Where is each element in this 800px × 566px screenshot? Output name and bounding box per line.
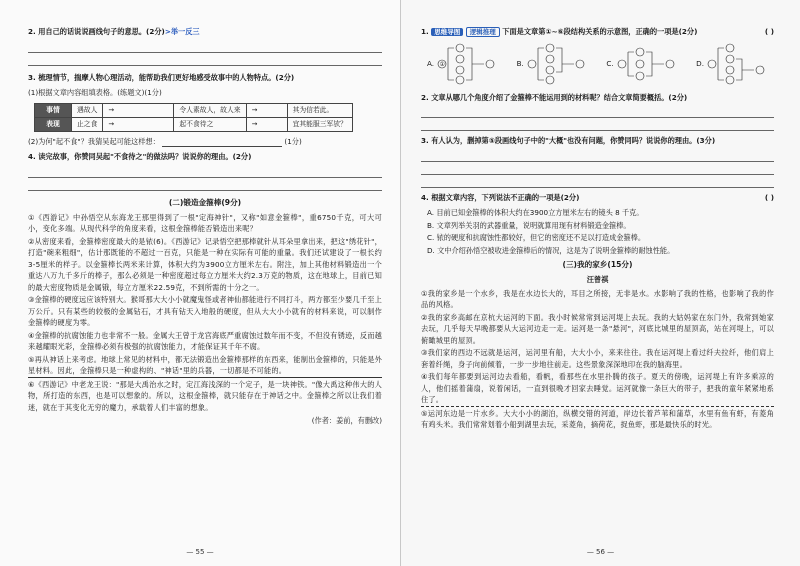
paragraph-2: ②我的家乡高邮在京杭大运河的下面。我小时候常常到运河堤上去玩。我的大姑妈家在东门外，我常到她家去玩，几乎每天早晚都要从大运河边走一走。运河是一条"悬河"，河底比城里的屋顶高，站在河堤上，可以俯瞰城里的屋顶。: [421, 312, 774, 345]
table-header-cell: 表现: [35, 117, 72, 131]
paragraph-2: ②从密度来看，金箍棒密度最大的是铱(6)。《西游记》记录悟空把那棒就针从耳朵里拿出来，把这"绣花针"，打造"碗来粗细"，估计那既能的不超过一百克，只能是一种在实际有可能的重量。我们还试建设了一根长约3-5厘米的样子。以金箍棒长两米来计算，体积大约为3900立方厘米左右。附注，加上其他材料锻造出一个重达八万九千多斤的棒子，那么必须是一种密度超过每立方厘米大约2.3万克的物质，这在地球上，目前已知的最大密度物质是金属锇，每立方厘米22.59克，不到所需的十分之一。: [28, 236, 382, 292]
table-blank-cell[interactable]: →: [246, 117, 287, 131]
question-1: 1. 思维导图 逻辑推理 下面是文章第①~⑥段结构关系的示意图，正确的一项是(2分) ( ): [421, 27, 774, 36]
option-c[interactable]: C. 铱的硬度和抗腐蚀性都较好，但它的密度还不足以打造成金箍棒。: [427, 233, 646, 243]
table-header-cell: 事情: [35, 103, 72, 117]
paragraph-1: ①《西游记》中孙悟空从东海龙王那里得到了一根"定海神针"，又称"如意金箍棒"，重6750千克，可大可小，变化多端。从现代科学的角度来看，这根金箍棒能否锻造出来呢？: [28, 212, 382, 234]
plot-table: [34, 103, 353, 132]
paragraph-5: ⑤运河东边是一片水乡。大大小小的湖泊，纵横交错的河道，岸边长着芦苇和蒲草，水里有鱼有虾，有菱角有鸡头米。我们常常划着小船到湖里去玩，采菱角，摘荷花，捉鱼虾，那是最快乐的时光。: [421, 408, 774, 430]
svg-text:①: ①: [439, 60, 445, 68]
answer-line[interactable]: [28, 42, 382, 53]
option-a[interactable]: A. 目前已知金箍棒的体积大约在3900立方厘米左右的镜头 8 千克。: [427, 208, 644, 218]
table-blank-cell[interactable]: →: [103, 117, 174, 131]
answer-line[interactable]: [421, 164, 774, 175]
question-2: 2. 用自己的话说说画线句子的意思。(2分)>举一反三: [28, 27, 200, 36]
answer-line[interactable]: [421, 120, 774, 131]
source-note: (作者：姜前，有删改): [311, 416, 382, 426]
question-2-right: 2. 文章从哪几个角度介绍了金箍棒不能运用到的材料呢？结合文章简要概括。(2分): [421, 92, 688, 102]
table-blank-cell[interactable]: →: [246, 103, 287, 117]
table-row: [35, 103, 353, 117]
question-3-2: (2)为何"起不食"？我猜吴起可能这样想： (1分): [28, 136, 302, 146]
diagram-option-d[interactable]: D.: [696, 42, 774, 86]
diagram-b-graphic: [524, 42, 594, 86]
section-title: (二)锻造金箍棒(9分): [168, 197, 242, 207]
table-cell: 起不食待之: [174, 117, 246, 131]
question-3: 3. 梳理情节，揣摩人物心理活动，能帮助我们更好地感受故事中的人物特点。(2分): [28, 72, 295, 82]
question-4: 4. 读完故事，你赞同吴起"不食待之"的做法吗？说说你的理由。(2分): [28, 152, 252, 162]
question-3-1: (1)根据文章内容组填表格。(练题文)(1分): [28, 88, 162, 98]
table-row: [35, 117, 353, 131]
paragraph-3: ③金箍棒的硬度远应该特别大。猴哥那大大小小就魔鬼怪或者神仙都能进行不同打斗，两方都至少要几千至上万公斤。只有某些的较极的金属钻石，才具有钻天入地般的硬度，但从大大小小就有的材料来说，可以制作金箍棒的硬度为零。: [28, 295, 382, 328]
paragraph-6: ⑥《西游记》中老龙王说："那是大禹治水之时，定江海浅深的一个定子，是一块神铁。"像大禹这种伟大的人物，所打造的东西，也是可以想象的。所以，这根金箍棒，就只能存在于神话之中。金箍棒之所以让我们着迷，就在于其变化无穷的魔力，承载着人们丰富的想象。: [28, 379, 382, 412]
answer-blank[interactable]: [162, 146, 282, 147]
diagram-option-c[interactable]: C.: [606, 42, 683, 86]
question-4-right: 4. 根据文章内容，下列说法不正确的一项是(2分) ( ): [421, 192, 774, 202]
paragraph-4: ④金箍棒的抗腐蚀能力也非常不一般。金属大王曾于龙宫海底严重腐蚀过数年而不变，不但没有锈迹，反而越来越耀眼光彩，金箍棒必须有极强的抗腐蚀能力，才能保证其千年不腐。: [28, 330, 382, 352]
link-extend[interactable]: >举一反三: [164, 27, 200, 36]
paragraph-1: ①我的家乡是一个水乡，我是在水边长大的，耳目之所接，无非是水。水影响了我的性格，也影响了我的作品的风格。: [421, 288, 774, 310]
answer-line[interactable]: [421, 177, 774, 188]
table-cell: 遇故人: [72, 103, 103, 117]
diagram-a-graphic: [434, 42, 504, 86]
answer-line[interactable]: [28, 55, 382, 66]
diagram-option-a[interactable]: A. ①: [427, 42, 504, 86]
option-b[interactable]: B. 文章列举关羽的武器重量，说明就算用现有材料锻造金箍棒。: [427, 220, 631, 230]
tag-logic: 逻辑推理: [466, 27, 500, 37]
paragraph-3: ③我们家的西边不远就是运河，运河里有船，大大小小，来来往往。我在运河堤上看过纤夫拉纤，他们肩上套着纤绳，身子向前倾着，一步一步地往前走。这些景象深深地印在我的脑海里。: [421, 348, 774, 369]
page-number-right: — 56 —: [586, 547, 615, 556]
answer-line[interactable]: [28, 167, 382, 178]
table-cell: 其为信若此。: [287, 103, 352, 117]
diagram-option-b[interactable]: B.: [517, 42, 594, 86]
table-cell: 令人素故人，故人来: [174, 103, 246, 117]
table-blank-cell[interactable]: →: [103, 103, 174, 117]
paragraph-4: ④我们每年都要到运河边去看船，看帆，看那些在水里扑腾的孩子。夏天的傍晚，运河堤上有许多乘凉的人，他们摇着蒲扇，说着闲话，一直到很晚才回家去睡觉。运河就像一条巨大的带子，把我的童年紧紧地系住了。: [421, 371, 774, 407]
section-title: (三)我的家乡(15分): [562, 260, 633, 270]
option-d[interactable]: D. 文中介绍孙悟空被收进金箍棒后的情况，这是为了说明金箍棒的耐蚀性能。: [427, 245, 675, 255]
author: 汪曾祺: [586, 275, 609, 285]
diagram-d-graphic: [704, 42, 774, 86]
question-3-right: 3. 有人认为，删掉第⑤段画线句子中的"大概"也没有问题，你赞同吗？说说你的理由。(3分): [421, 136, 716, 146]
paragraph-5: ⑤再从神话上来考虑。地球上常见的材料中，都无法锻造出金箍棒那样的东西来，能制出金箍棒的，只能是外星材料。因此，金箍棒只是一种虚构的、"神话"里的兵器，一切都是不可能的。: [28, 354, 382, 378]
table-cell: 宜其能服三军欤？: [287, 117, 352, 131]
answer-paren[interactable]: ( ): [764, 192, 774, 202]
table-cell: 止之食: [72, 117, 103, 131]
answer-paren[interactable]: ( ): [764, 27, 774, 36]
structure-diagram: [427, 42, 774, 86]
page-number-left: — 55 —: [186, 547, 214, 556]
tag-mindmap: 思维导图: [431, 28, 463, 36]
answer-line[interactable]: [421, 107, 774, 118]
answer-line[interactable]: [28, 180, 382, 191]
diagram-c-graphic: [614, 42, 684, 86]
right-page: [400, 0, 800, 566]
answer-line[interactable]: [421, 151, 774, 162]
